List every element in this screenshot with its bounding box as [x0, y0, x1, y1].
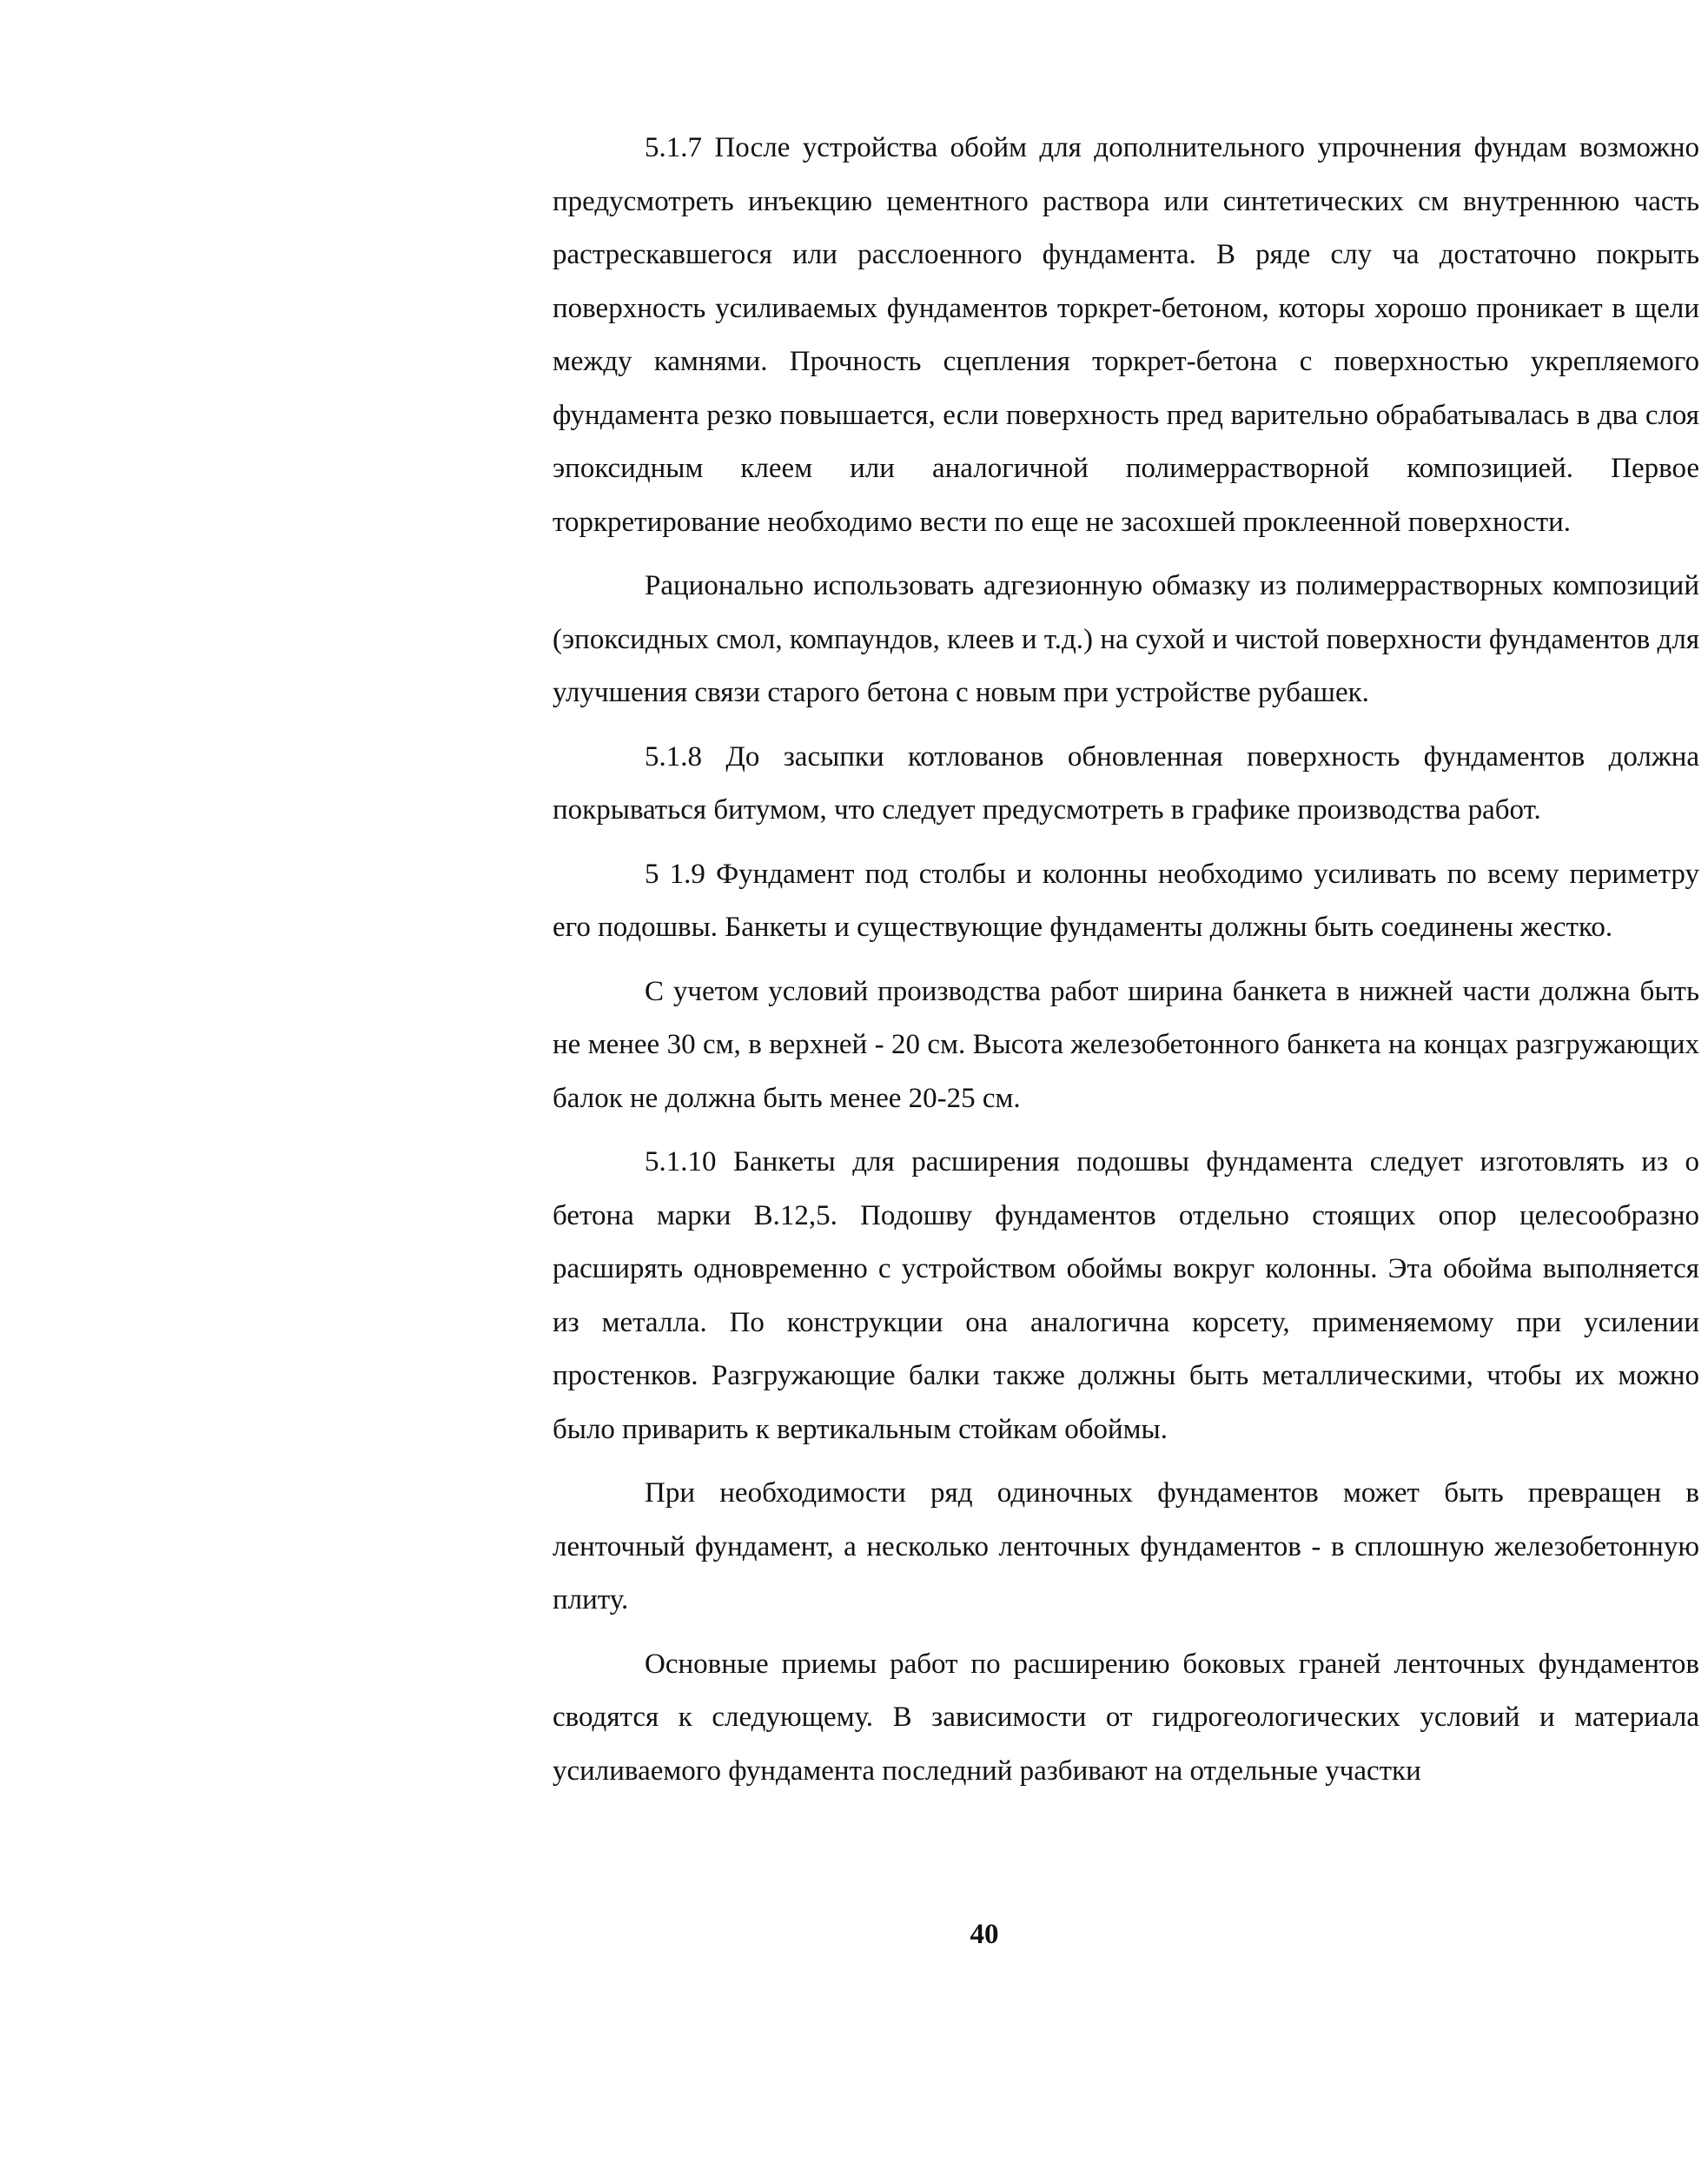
paragraph-5-1-8: 5.1.8 До засыпки котлованов обновленная поверхность фундаментов должна покрываться битумом, что следует предусмотреть в графике производства работ.	[553, 740, 1699, 826]
paragraph-main-techniques: Основные приемы работ по расширению боковых граней ленточных фундаментов сводятся к следующему. В зависимости от гидрогеологических условий и материала усиливаемого фундамента последний разбивают на отдельные участки	[553, 1648, 1699, 1787]
paragraph-5-1-9: 5 1.9 Фундамент под столбы и колонны необходимо усиливать по всему периметру его подошвы. Банкеты и существующие фундаменты должны быть соединены жестко.	[553, 858, 1699, 943]
paragraph-adhesive-coating: Рационально использовать адгезионную обмазку из полимеррастворных композиций (эпоксидных смол, компаундов, клеев и т.д.) на сухой и чистой поверхности фундаментов для улучшения связи старого бетона с новым при устройстве рубашек.	[553, 570, 1699, 708]
paragraph-strip-foundation: При необходимости ряд одиночных фундаментов может быть превращен в ленточный фундамент, а несколько ленточных фундаментов - в сплошную железобетонную плиту.	[553, 1477, 1699, 1615]
paragraph-banket-width: С учетом условий производства работ ширина банкета в нижней части должна быть не менее 30 см, в верхней - 20 см. Высота железобетонного банкета на концах разгружающих балок не должна быть менее 20-25 см.	[553, 975, 1699, 1114]
paragraph-5-1-7: 5.1.7 После устройства обойм для дополнительного упрочнения фундам возможно предусмотреть инъекцию цементного раствора или синтетических см внутреннюю часть растрескавшегося или расслоенного фундамента. В ряде слу ча достаточно покрыть поверхность усиливаемых фундаментов торкрет-бетоном, которы хорошо проникает в щели между камнями. Прочность сцепления торкрет-бетона с поверхностью укрепляемого фундамента резко повышается, если поверхность пред варительно обрабатывалась в два слоя эпоксидным клеем или аналогичной полимеррастворной композицией. Первое торкретирование необходимо вести по еще не засохшей проклеенной поверхности.	[553, 132, 1699, 538]
body-text	[553, 122, 1699, 1798]
paragraph-5-1-10: 5.1.10 Банкеты для расширения подошвы фундамента следует изготовлять из о бетона марки В.12,5. Подошву фундаментов отдельно стоящих опор целесообразно расширять одновременно с устройством обоймы вокруг колонны. Эта обойма выполняется из металла. По конструкции она аналогична корсету, применяемому при усилении простенков. Разгружающие балки также должны быть металлическими, чтобы их можно было приварить к вертикальным стойкам обоймы.	[553, 1146, 1699, 1445]
page-number: 40	[970, 1919, 999, 1950]
